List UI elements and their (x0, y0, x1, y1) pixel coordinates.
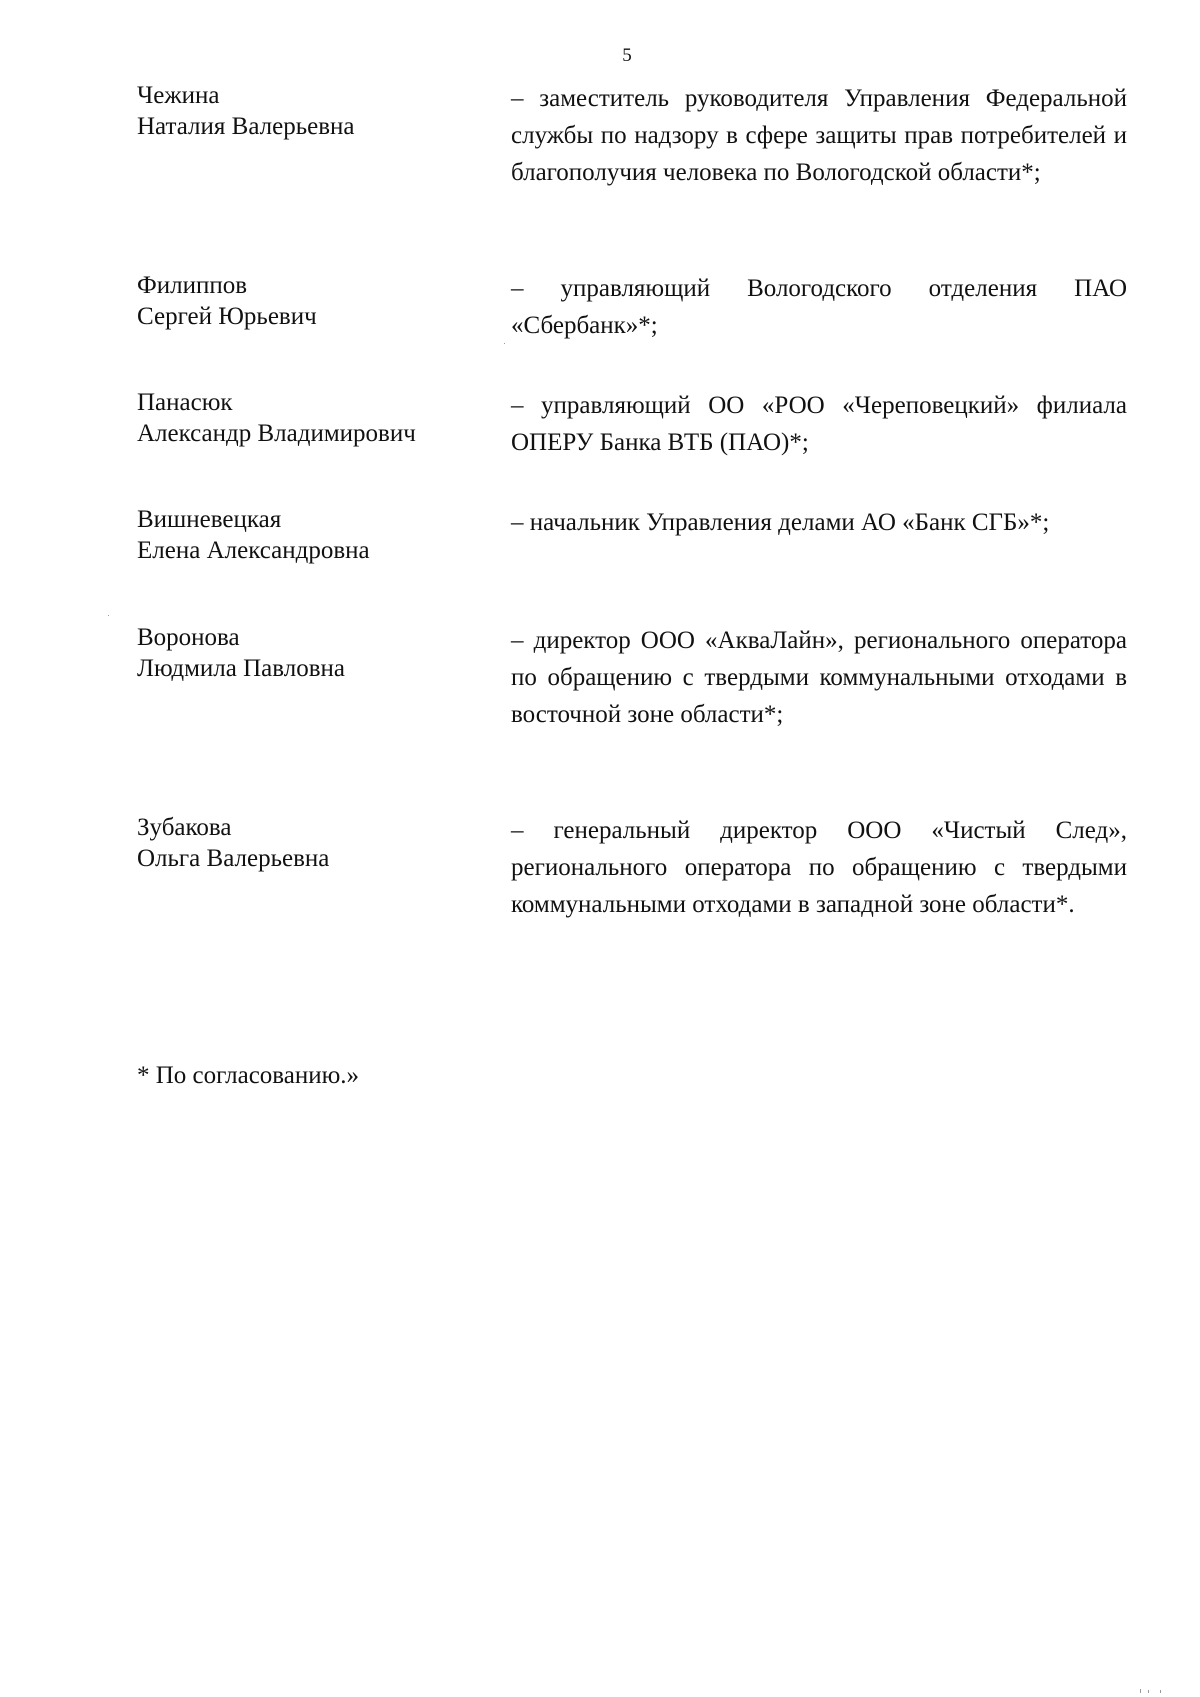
member-name (137, 270, 477, 332)
member-name (137, 812, 477, 874)
scan-speck (1148, 1690, 1149, 1693)
scan-speck (1140, 1689, 1141, 1693)
member-given-names: Елена Александровна (137, 537, 370, 564)
member-name (137, 622, 477, 684)
member-name (137, 504, 477, 566)
member-surname: Воронова (137, 624, 240, 651)
scan-speck (1160, 1690, 1161, 1693)
member-position: – начальник Управления делами АО «Банк СГБ»*; (511, 509, 1050, 536)
member-surname: Чежина (137, 82, 220, 109)
member-name (137, 387, 477, 449)
member-surname: Вишневецкая (137, 506, 282, 533)
member-given-names: Ольга Валерьевна (137, 845, 330, 872)
member-surname: Зубакова (137, 814, 232, 841)
member-position: – управляющий Вологодского отделения ПАО «Сбербанк»*; (511, 275, 1127, 339)
member-position: – генеральный директор ООО «Чистый След», регионального оператора по обращению с твердыми коммунальными отходами в западной зоне области*. (511, 817, 1127, 918)
member-surname: Филиппов (137, 272, 248, 299)
member-given-names: Александр Владимирович (137, 420, 416, 447)
member-given-names: Людмила Павловна (137, 655, 345, 682)
member-name (137, 80, 477, 142)
member-surname: Панасюк (137, 389, 233, 416)
scan-speck (108, 615, 109, 616)
scan-speck (504, 343, 505, 344)
member-given-names: Сергей Юрьевич (137, 303, 317, 330)
footnote: * По согласованию.» (137, 1062, 360, 1089)
member-position: – управляющий ОО «РОО «Череповецкий» филиала ОПЕРУ Банка ВТБ (ПАО)*; (511, 392, 1127, 456)
member-position: – директор ООО «АкваЛайн», регионального оператора по обращению с твердыми коммунальными отходами в восточной зоне области*; (511, 627, 1127, 728)
member-position: – заместитель руководителя Управления Федеральной службы по надзору в сфере защиты прав потребителей и благополучия человека по Вологодской области*; (511, 85, 1127, 186)
page-number: 5 (622, 45, 632, 66)
member-given-names: Наталия Валерьевна (137, 113, 355, 140)
